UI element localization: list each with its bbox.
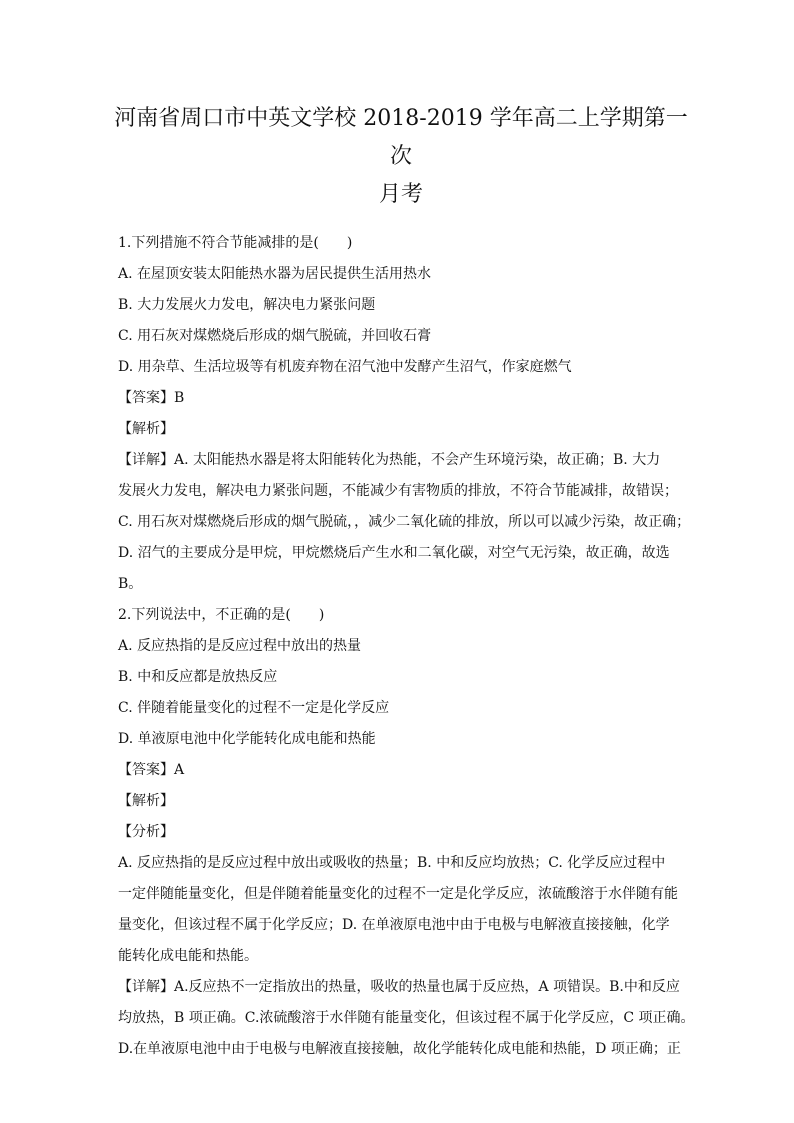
- option-d: D. 单液原电池中化学能转化成电能和热能: [118, 731, 376, 747]
- fenxi-line: 一定伴随能量变化，但是伴随着能量变化的过程不一定是化学反应，浓硫酸溶于水伴随有能: [118, 886, 678, 902]
- option-a: A. 在屋顶安装太阳能热水器为居民提供生活用热水: [118, 266, 432, 282]
- answer-line: 【答案】A: [118, 762, 185, 778]
- detail-line: 【详解】A. 太阳能热水器是将太阳能转化为热能，不会产生环境污染，故正确；B. 大力: [118, 452, 661, 468]
- fenxi-line: 量变化，但该过程不属于化学反应；D. 在单液原电池中由于电极与电解液直接接触，化学: [118, 917, 670, 933]
- detail-line: D. 沼气的主要成分是甲烷，甲烷燃烧后产生水和二氧化碳，对空气无污染，故正确，故选: [118, 545, 670, 561]
- title-line-2: 月考: [378, 182, 423, 207]
- title-line-1: 河南省周口市中英文学校 2018-2019 学年高二上学期第一次: [114, 106, 688, 169]
- option-a: A. 反应热指的是反应过程中放出的热量: [118, 638, 362, 654]
- detail-line: D.在单液原电池中由于电极与电解液直接接触，故化学能转化成电能和热能，D 项正确；正: [118, 1041, 681, 1057]
- detail-line: 【详解】A.反应热不一定指放出的热量，吸收的热量也属于反应热，A 项错误。B.中和反应: [118, 979, 680, 995]
- page-title: [110, 100, 692, 214]
- option-c: C. 伴随着能量变化的过程不一定是化学反应: [118, 700, 390, 716]
- fenxi-line: 能转化成电能和热能。: [118, 948, 258, 964]
- detail-line: 均放热，B 项正确。C.浓硫酸溶于水伴随有能量变化，但该过程不属于化学反应，C 项正确。: [118, 1010, 695, 1026]
- option-b: B. 大力发展火力发电，解决电力紧张问题: [118, 297, 376, 313]
- question-stem: 2.下列说法中，不正确的是( ): [118, 607, 325, 623]
- analysis-label: 【解析】: [118, 421, 174, 437]
- option-b: B. 中和反应都是放热反应: [118, 669, 278, 685]
- analysis-label: 【解析】: [118, 793, 174, 809]
- detail-line: C. 用石灰对煤燃烧后形成的烟气脱硫，，减少二氧化硫的排放，所以可以减少污染，故正确；: [118, 514, 691, 530]
- detail-line: 发展火力发电，解决电力紧张问题，不能减少有害物质的排放，不符合节能减排，故错误；: [118, 483, 678, 499]
- question-2: [118, 600, 695, 1065]
- question-1: [118, 228, 691, 600]
- fenxi-line: A. 反应热指的是反应过程中放出或吸收的热量；B. 中和反应均放热；C. 化学反应过程中: [118, 855, 666, 871]
- fenxi-label: 【分析】: [118, 824, 174, 840]
- detail-line: B。: [118, 576, 143, 592]
- question-stem: 1.下列措施不符合节能减排的是( ): [118, 235, 353, 251]
- option-d: D. 用杂草、生活垃圾等有机废弃物在沼气池中发酵产生沼气，作家庭燃气: [118, 359, 572, 375]
- option-c: C. 用石灰对煤燃烧后形成的烟气脱硫，并回收石膏: [118, 328, 432, 344]
- answer-line: 【答案】B: [118, 390, 185, 406]
